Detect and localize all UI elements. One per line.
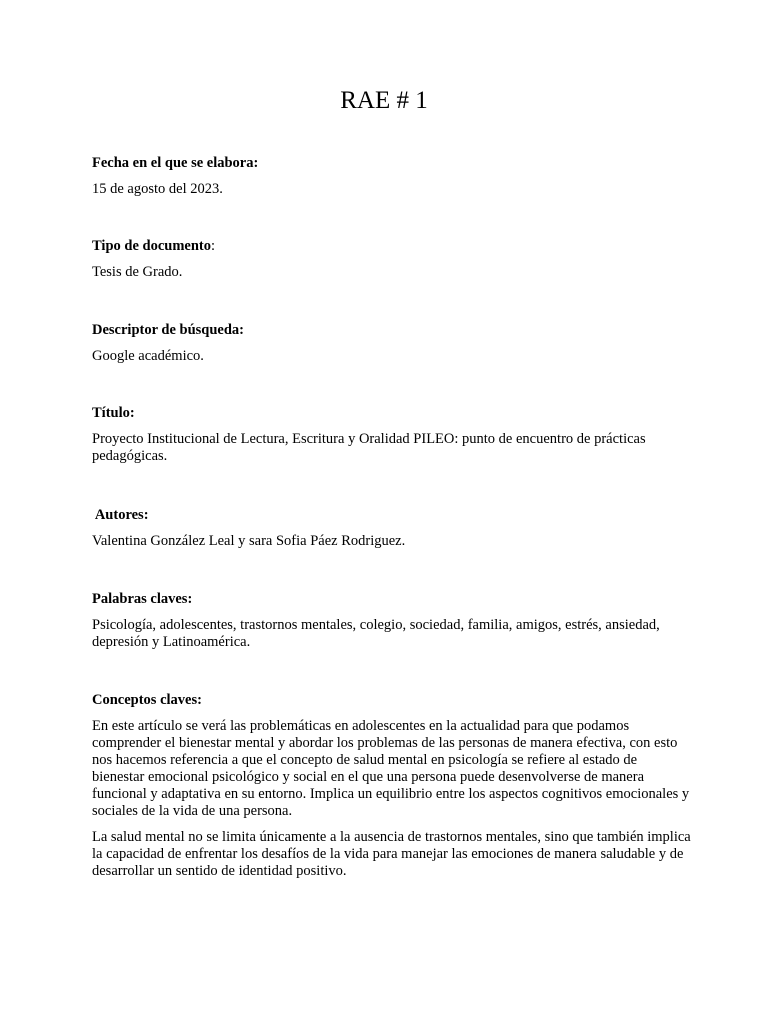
field-value-palabras-claves: Psicología, adolescentes, trastornos mentales, colegio, sociedad, familia, amigos, estrés, ansiedad, depresión y Latinoamérica.: [92, 617, 660, 650]
field-autores: [92, 507, 692, 550]
paragraph-conceptos-2: La salud mental no se limita únicamente a la ausencia de trastornos mentales, sino que también implica la capacidad de enfrentar los desafíos de la vida para manejar las emociones de manera saludable y de desarrollar un sentido de identidad positivo.: [92, 829, 691, 879]
field-fecha: [92, 155, 692, 198]
field-value-tipo-documento: Tesis de Grado.: [92, 264, 183, 280]
field-label-titulo: Título:: [92, 405, 135, 421]
field-tipo-documento: [92, 238, 692, 281]
field-titulo: [92, 405, 692, 465]
field-conceptos-claves: [92, 692, 692, 880]
field-value-titulo: Proyecto Institucional de Lectura, Escritura y Oralidad PILEO: punto de encuentro de prácticas pedagógicas.: [92, 431, 646, 464]
field-value-autores: Valentina González Leal y sara Sofia Páez Rodriguez.: [92, 533, 406, 549]
field-label-autores: Autores:: [92, 507, 149, 523]
field-label-palabras-claves: Palabras claves:: [92, 591, 193, 607]
field-palabras-claves: [92, 591, 692, 651]
field-value-descriptor: Google académico.: [92, 348, 204, 364]
document-title: RAE # 1: [340, 87, 428, 114]
field-value-fecha: 15 de agosto del 2023.: [92, 181, 223, 197]
field-label-tipo-documento-colon: :: [210, 238, 216, 254]
field-label-tipo-documento-text: Tipo de documento: [92, 238, 211, 254]
field-label-tipo-documento: [92, 238, 692, 255]
field-label-conceptos-claves: Conceptos claves:: [92, 692, 202, 708]
paragraph-conceptos-1: En este artículo se verá las problemáticas en adolescentes en la actualidad para que podamos comprender el bienestar mental y abordar los problemas de las personas de manera efectiva, con esto nos hacemos referencia a que el concepto de salud mental en psicología se refiere al estado de bienestar emocional psicológico y social en el que una persona puede desenvolverse de manera funcional y adaptativa en su entorno. Implica un equilibrio entre los aspectos cognitivos emocionales y sociales de la vida de una persona.: [92, 718, 690, 819]
field-label-fecha: Fecha en el que se elabora:: [92, 155, 259, 171]
field-label-descriptor: Descriptor de búsqueda:: [92, 322, 244, 338]
field-descriptor: [92, 322, 692, 365]
